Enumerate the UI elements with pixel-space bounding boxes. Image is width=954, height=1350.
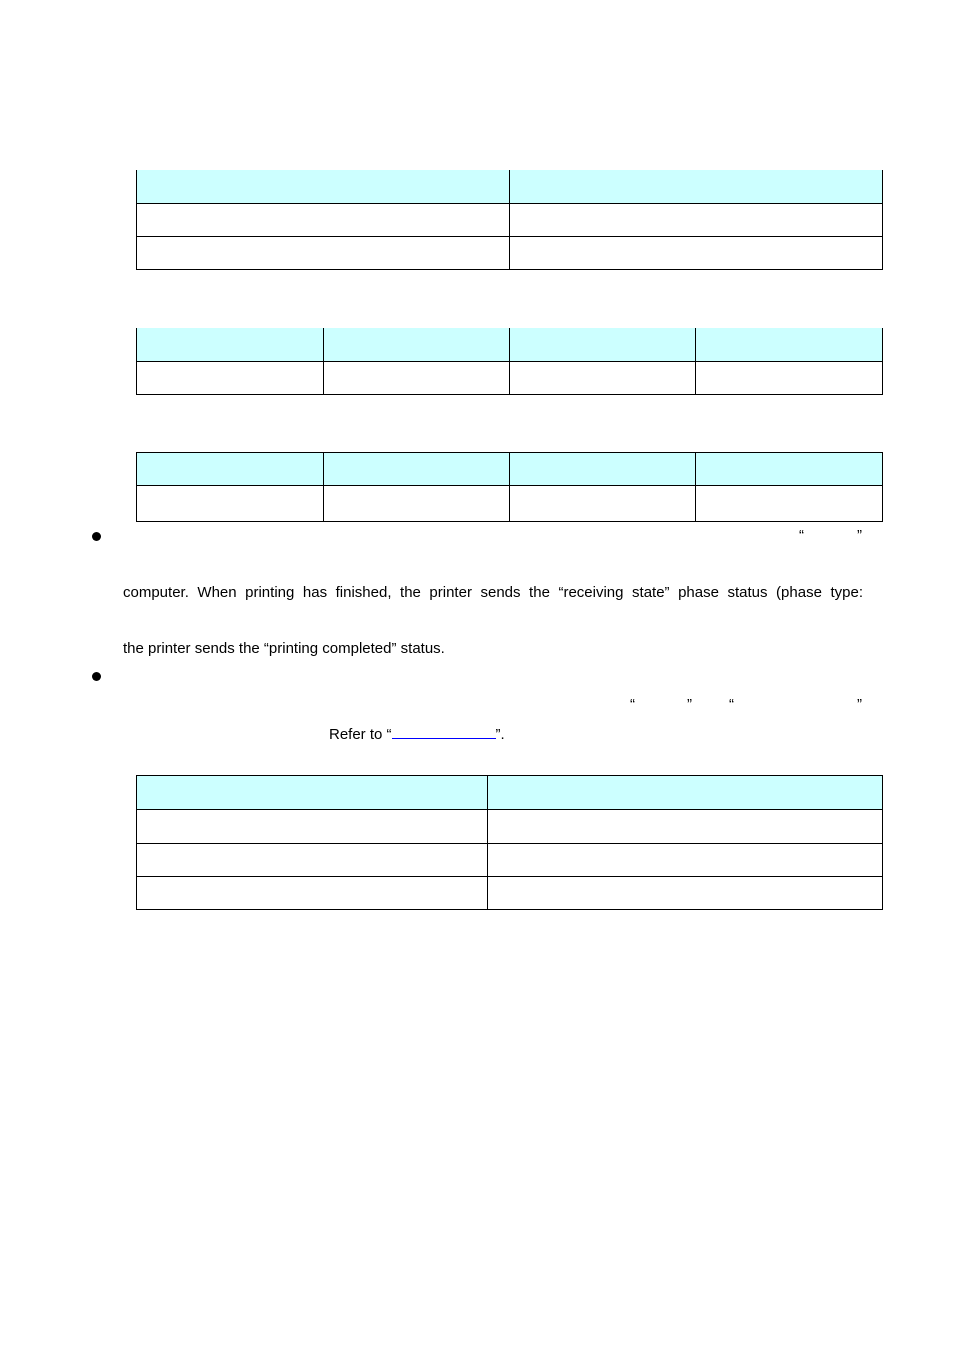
refer-link[interactable]	[392, 724, 496, 739]
table-header-cell	[696, 328, 883, 362]
table-header-row	[137, 776, 883, 810]
close-quote: ”	[857, 527, 862, 544]
table-header-cell	[510, 453, 696, 486]
table-cell	[488, 844, 883, 877]
bullet-marker	[92, 672, 101, 681]
table-divider	[323, 335, 324, 361]
table-cell	[137, 810, 488, 844]
table-row	[137, 362, 883, 395]
table-header-cell	[510, 328, 696, 362]
table-header-cell	[137, 328, 324, 362]
table-cell	[137, 877, 488, 910]
open-quote: “	[729, 696, 734, 713]
table-cell	[510, 237, 883, 270]
table-header-cell	[324, 453, 510, 486]
table-cell	[510, 204, 883, 237]
table-cell	[488, 877, 883, 910]
open-quote: “	[799, 527, 804, 544]
table-header-row	[137, 170, 883, 204]
paragraph-1-line-2: computer. When printing has finished, the printer sends the “receiving state” phase status (phase type:	[123, 584, 863, 601]
table-header-cell	[137, 453, 324, 486]
table-header-cell	[324, 328, 510, 362]
open-quote: “	[630, 696, 635, 713]
table-cell	[137, 486, 324, 522]
paragraph-1-line-3: the printer sends the “printing completed” status.	[123, 640, 445, 657]
bullet-marker	[92, 532, 101, 541]
table-cell	[137, 204, 510, 237]
table-header-cell	[137, 170, 510, 204]
table-4	[136, 775, 883, 910]
table-cell	[137, 237, 510, 270]
table-header-cell	[510, 170, 883, 204]
table-row	[137, 237, 883, 270]
table-row	[137, 810, 883, 844]
close-quote: ”	[857, 696, 862, 713]
table-cell	[510, 486, 696, 522]
table-header-row	[137, 453, 883, 486]
table-cell	[488, 810, 883, 844]
table-row	[137, 486, 883, 522]
table-row	[137, 204, 883, 237]
refer-suffix: ”.	[495, 726, 505, 743]
table-cell	[137, 844, 488, 877]
table-header-cell	[137, 776, 488, 810]
table-header-row	[137, 328, 883, 362]
close-quote: ”	[687, 696, 692, 713]
table-header-cell	[696, 453, 883, 486]
table-1	[136, 170, 883, 270]
refer-line	[329, 724, 505, 744]
table-3	[136, 452, 883, 522]
refer-prefix: Refer to “	[329, 726, 392, 743]
table-cell	[696, 486, 883, 522]
table-divider	[323, 460, 324, 486]
table-cell	[137, 362, 324, 395]
table-cell	[324, 362, 510, 395]
table-cell	[510, 362, 696, 395]
table-cell	[324, 486, 510, 522]
table-header-cell	[488, 776, 883, 810]
table-2	[136, 328, 883, 395]
table-cell	[696, 362, 883, 395]
table-row	[137, 844, 883, 877]
table-row	[137, 877, 883, 910]
